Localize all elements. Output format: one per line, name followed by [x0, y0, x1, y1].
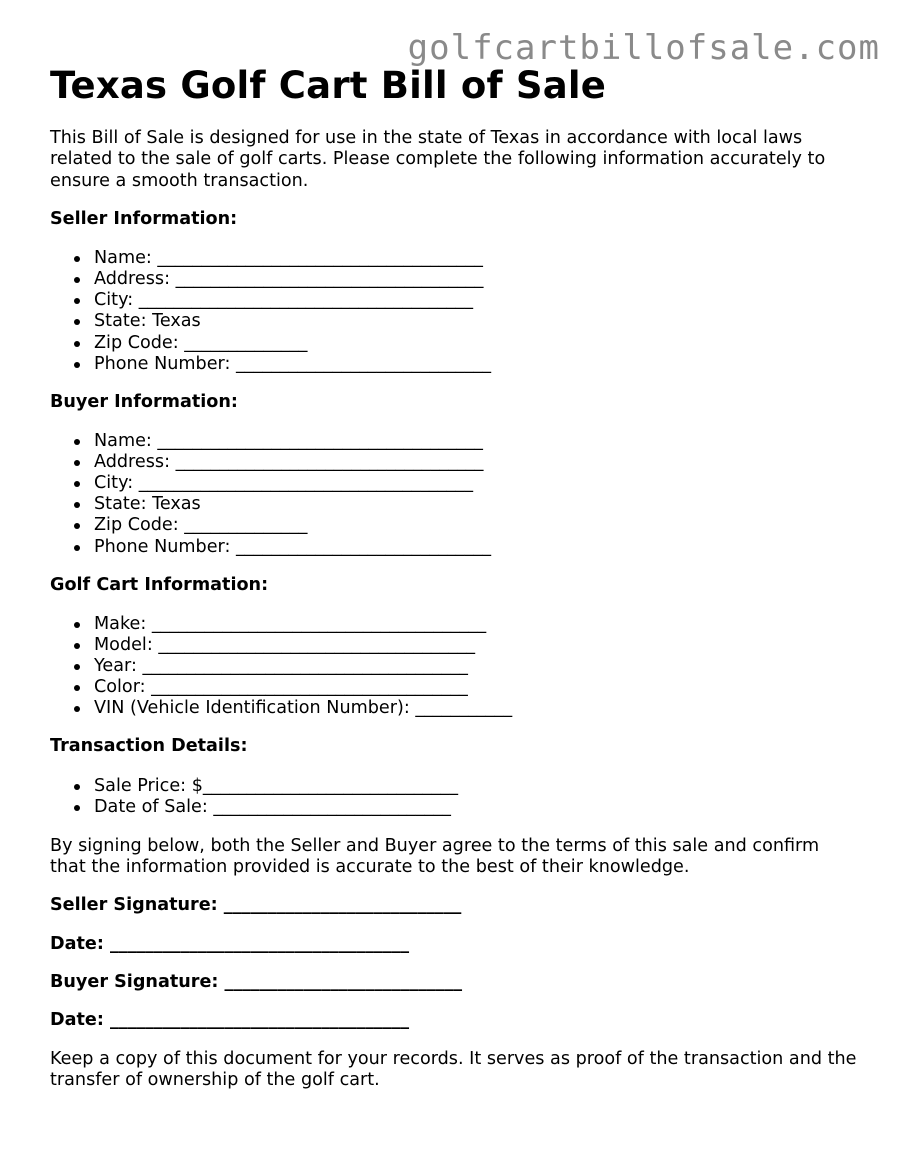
- seller-phone-field[interactable]: Phone Number: _____________________________: [50, 354, 860, 375]
- buyer-state-field: State: Texas: [50, 494, 860, 515]
- cart-year-field[interactable]: Year: _____________________________________: [50, 656, 860, 677]
- buyer-section-heading: Buyer Information:: [50, 391, 238, 412]
- cart-info-list: [50, 614, 860, 719]
- buyer-address-field[interactable]: Address: ___________________________________: [50, 452, 860, 473]
- buyer-name-field[interactable]: Name: _____________________________________: [50, 431, 860, 452]
- seller-signature-field[interactable]: Seller Signature: ___________________________: [50, 895, 462, 916]
- seller-section-heading: Seller Information:: [50, 208, 238, 229]
- seller-city-field[interactable]: City: ______________________________________: [50, 290, 860, 311]
- transaction-section-heading: Transaction Details:: [50, 736, 248, 757]
- cart-make-field[interactable]: Make: ______________________________________: [50, 614, 860, 635]
- cart-section-heading: Golf Cart Information:: [50, 574, 269, 595]
- buyer-date-field[interactable]: Date: __________________________________: [50, 1010, 410, 1031]
- intro-paragraph: This Bill of Sale is designed for use in the state of Texas in accordance with local laws related to the sale of golf carts. Please complete the following information accurately to ensure a smooth transaction.: [50, 128, 826, 191]
- sale-price-field[interactable]: Sale Price: $_____________________________: [50, 776, 860, 797]
- site-watermark: golfcartbillofsale.com: [407, 28, 880, 68]
- buyer-city-field[interactable]: City: ______________________________________: [50, 473, 860, 494]
- cart-color-field[interactable]: Color: ____________________________________: [50, 677, 860, 698]
- seller-zip-field[interactable]: Zip Code: ______________: [50, 333, 860, 354]
- seller-name-field[interactable]: Name: _____________________________________: [50, 248, 860, 269]
- sale-date-field[interactable]: Date of Sale: ___________________________: [50, 797, 860, 818]
- seller-state-field: State: Texas: [50, 311, 860, 332]
- seller-date-field[interactable]: Date: __________________________________: [50, 933, 410, 954]
- page-title: Texas Golf Cart Bill of Sale: [50, 64, 607, 107]
- buyer-info-list: [50, 431, 860, 558]
- agreement-paragraph: By signing below, both the Seller and Buyer agree to the terms of this sale and confirm that the information provided is accurate to the best of their knowledge.: [50, 835, 820, 878]
- closing-paragraph: Keep a copy of this document for your records. It serves as proof of the transaction and the transfer of ownership of the golf cart.: [50, 1048, 857, 1090]
- cart-model-field[interactable]: Model: ____________________________________: [50, 635, 860, 656]
- buyer-phone-field[interactable]: Phone Number: _____________________________: [50, 537, 860, 558]
- buyer-signature-field[interactable]: Buyer Signature: ___________________________: [50, 972, 463, 993]
- buyer-zip-field[interactable]: Zip Code: ______________: [50, 515, 860, 536]
- bill-of-sale-document: [50, 62, 860, 1091]
- cart-vin-field[interactable]: VIN (Vehicle Identification Number): ___________: [50, 698, 860, 719]
- transaction-details-list: [50, 776, 860, 818]
- seller-info-list: [50, 248, 860, 375]
- seller-address-field[interactable]: Address: ___________________________________: [50, 269, 860, 290]
